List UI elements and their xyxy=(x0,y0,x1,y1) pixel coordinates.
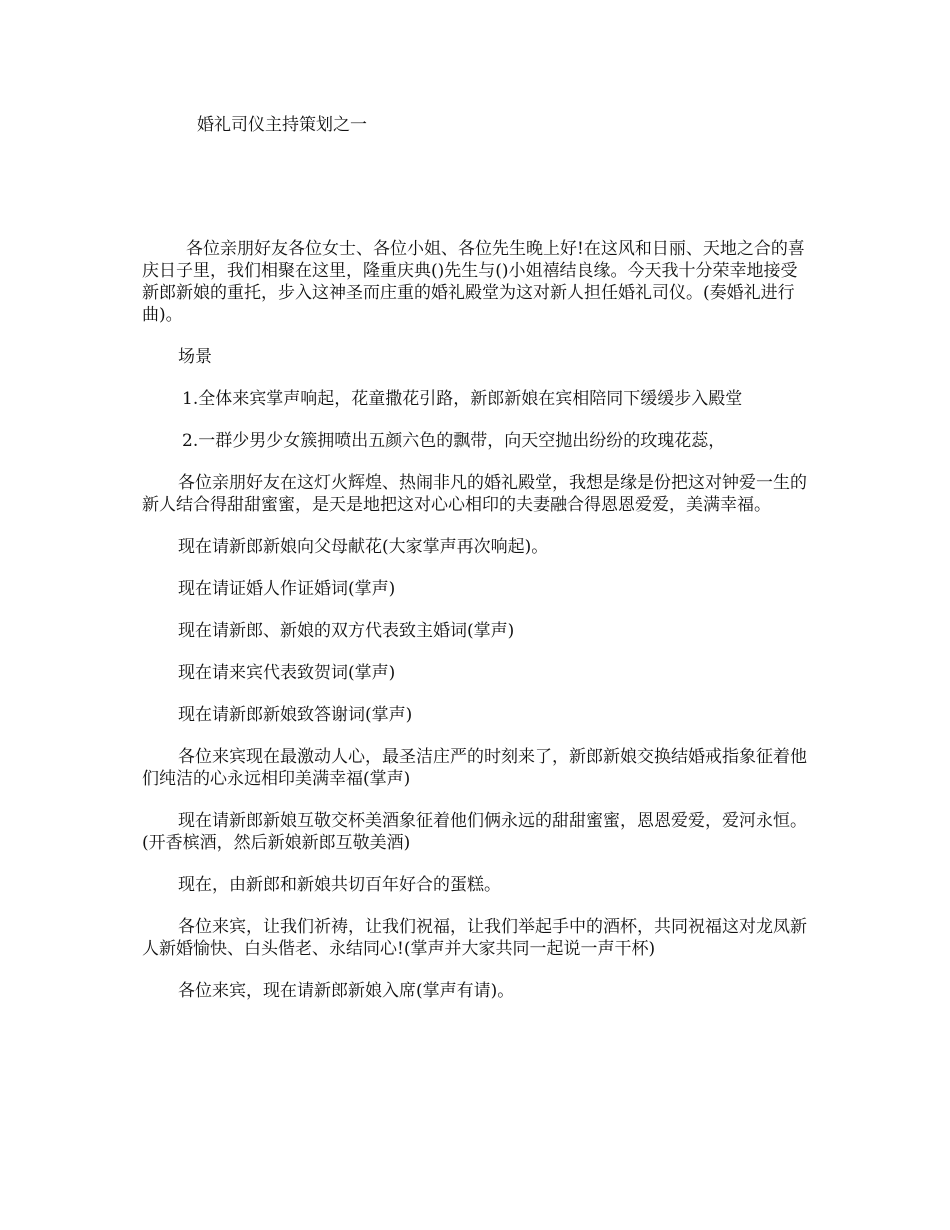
paragraph-representatives: 现在请新郎、新娘的双方代表致主婚词(掌声) xyxy=(178,621,515,641)
paragraph-scene-item-2: 2.一群少男少女簇拥喷出五颜六色的飘带，向天空抛出纷纷的玫瑰花蕊， xyxy=(182,431,726,451)
paragraph-witness: 现在请证婚人作证婚词(掌声) xyxy=(178,579,396,599)
paragraph-cake: 现在，由新郎和新娘共切百年好合的蛋糕。 xyxy=(178,875,501,895)
paragraph-scene-heading: 场景 xyxy=(178,347,212,367)
paragraph-cheers: 各位来宾，让我们祈祷，让我们祝福，让我们举起手中的酒杯，共同祝福这对龙凤新人新婚愉快、白头偕老、永结同心!(掌声并大家共同一起说一声干杯) xyxy=(142,917,807,959)
paragraph-toast: 现在请新郎新娘互敬交杯美酒象征着他们俩永远的甜甜蜜蜜，恩恩爱爱，爱河永恒。(开香槟酒，然后新娘新郎互敬美酒) xyxy=(142,811,807,853)
document-body xyxy=(142,238,812,1022)
paragraph-guest-speech: 现在请来宾代表致贺词(掌声) xyxy=(178,663,396,683)
document-title: 婚礼司仪主持策划之一 xyxy=(197,115,367,135)
paragraph-flowers: 现在请新郎新娘向父母献花(大家掌声再次响起)。 xyxy=(178,537,549,557)
paragraph-thanks: 现在请新郎新娘致答谢词(掌声) xyxy=(178,705,413,725)
paragraph-scene-item-1: 1.全体来宾掌声响起，花童撒花引路，新郎新娘在宾相陪同下缓缓步入殿堂 xyxy=(182,389,743,409)
paragraph-closing: 各位来宾，现在请新郎新娘入席(掌声有请)。 xyxy=(178,981,515,1001)
paragraph-opening: 各位亲朋好友各位女士、各位小姐、各位先生晚上好!在这风和日丽、天地之合的喜庆日子里，我们相聚在这里，隆重庆典()先生与()小姐禧结良缘。今天我十分荣幸地接受新郎新娘的重托，步入这神圣而庄重的婚礼殿堂为这对新人担任婚礼司仪。(奏婚礼进行曲)。 xyxy=(142,239,805,325)
paragraph-blessing: 各位亲朋好友在这灯火辉煌、热闹非凡的婚礼殿堂，我想是缘是份把这对钟爱一生的新人结合得甜甜蜜蜜，是天是地把这对心心相印的夫妻融合得恩恩爱爱，美满幸福。 xyxy=(142,473,807,515)
paragraph-rings: 各位来宾现在最激动人心，最圣洁庄严的时刻来了，新郎新娘交换结婚戒指象征着他们纯洁的心永远相印美满幸福(掌声) xyxy=(142,747,807,789)
